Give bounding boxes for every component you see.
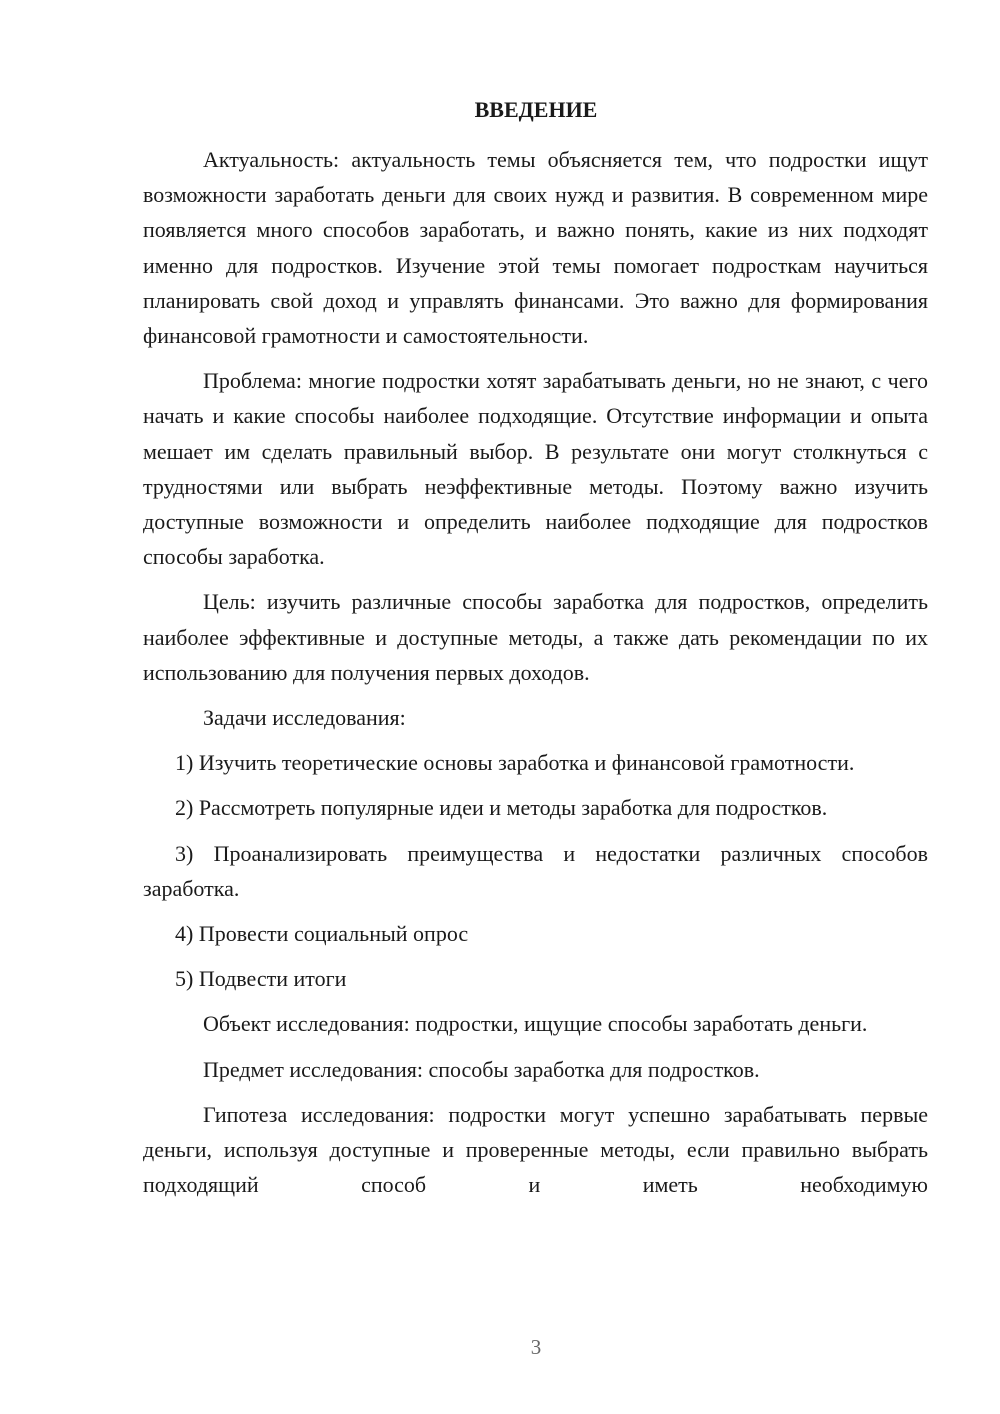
paragraph-problem: Проблема: многие подростки хотят зарабатывать деньги, но не знают, с чего начать и какие способы наиболее подходящие. Отсутствие информации и опыта мешает им сделать правильный выбор. В результате они могут столкнуться с трудностями или выбрать неэффективные методы. Поэтому важно изучить доступные возможности и определить наиболее подходящие для подростков способы заработка. bbox=[143, 368, 928, 570]
tasks-heading: Задачи исследования: bbox=[203, 705, 406, 731]
section-title: ВВЕДЕНИЕ bbox=[474, 97, 598, 122]
paragraph-hypothesis: Гипотеза исследования: подростки могут успешно зарабатывать первые деньги, используя доступные и проверенные методы, если правильно выбрать подходящий способ и иметь необходимую bbox=[143, 1101, 928, 1198]
paragraph-subject: Предмет исследования: способы заработка для подростков. bbox=[203, 1056, 760, 1082]
paragraph-object: Объект исследования: подростки, ищущие способы заработать деньги. bbox=[203, 1011, 868, 1037]
task-item-4: 4) Провести социальный опрос bbox=[175, 921, 469, 947]
task-item-3: 3) Проанализировать преимущества и недостатки различных способов заработка. bbox=[143, 840, 928, 901]
document-body bbox=[143, 142, 928, 1212]
page-number: 3 bbox=[530, 1335, 542, 1359]
task-item-1: 1) Изучить теоретические основы заработка и финансовой грамотности. bbox=[175, 750, 855, 776]
task-item-2: 2) Рассмотреть популярные идеи и методы заработка для подростков. bbox=[175, 795, 828, 821]
paragraph-relevance: Актуальность: актуальность темы объясняется тем, что подростки ищут возможности заработать деньги для своих нужд и развития. В современном мире появляется много способов заработать, и важно понять, какие из них подходят именно для подростков. Изучение этой темы помогает подросткам научиться планировать свой доход и управлять финансами. Это важно для формирования финансовой грамотности и самостоятельности. bbox=[143, 147, 928, 349]
task-item-5: 5) Подвести итоги bbox=[175, 966, 347, 992]
paragraph-goal: Цель: изучить различные способы заработка для подростков, определить наиболее эффективные и доступные методы, а также дать рекомендации по их использованию для получения первых доходов. bbox=[143, 589, 928, 685]
